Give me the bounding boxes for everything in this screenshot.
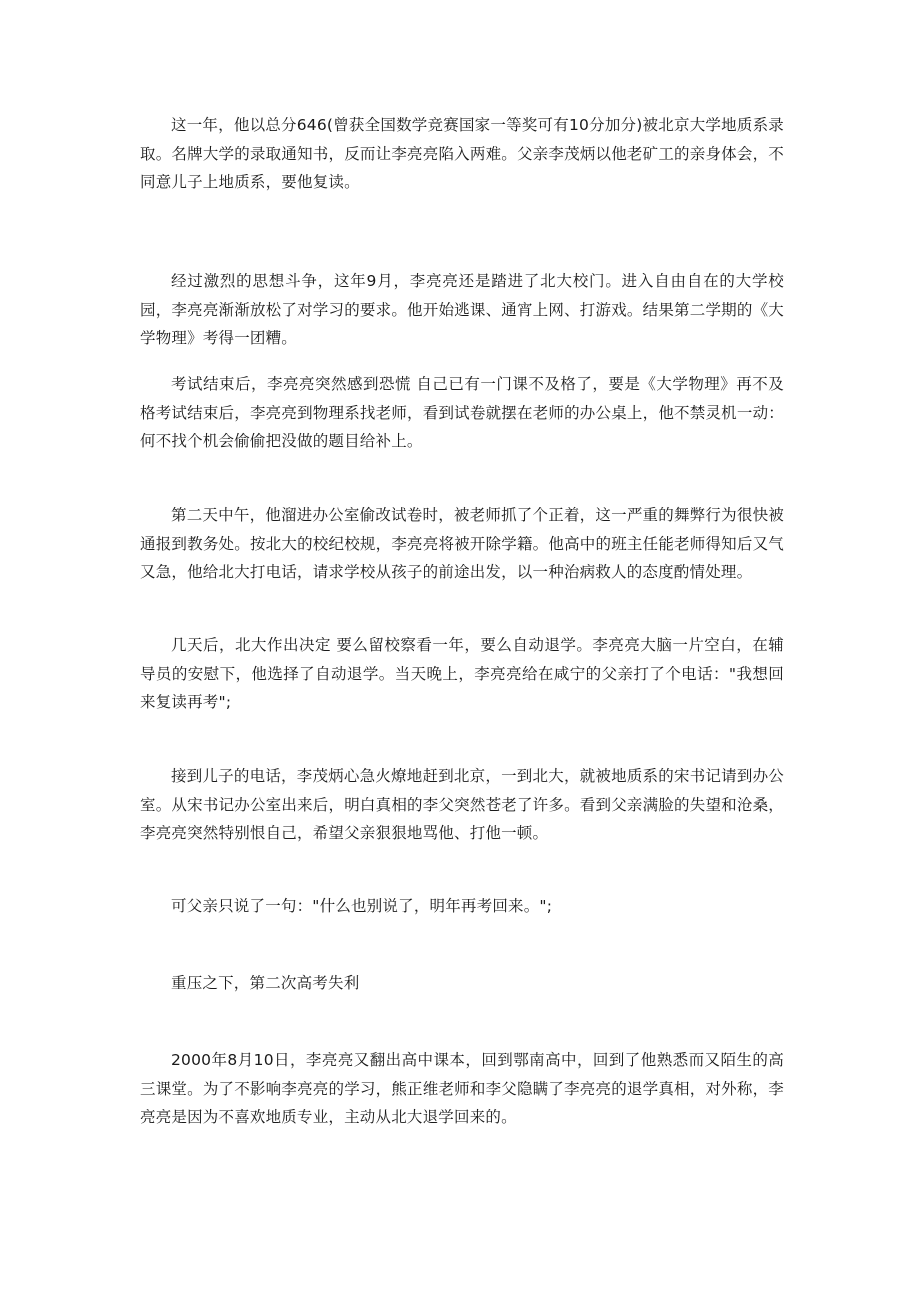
section-heading: 重压之下，第二次高考失利 [171,974,360,992]
paragraph-exam-panic: 考试结束后，李亮亮突然感到恐慌 自己已有一门课不及格了，要是《大学物理》再不及格考试结束后，李亮亮到物理系找老师，看到试卷就摆在老师的办公桌上，他不禁灵机一动：何不找个机会偷偷把没做的题目给补上。 [140,375,784,450]
paragraph-father-words: 可父亲只说了一句："什么也别说了，明年再考回来。"; [171,897,553,915]
paragraph-father-arrives: 接到儿子的电话，李茂炳心急火燎地赶到北京，一到北大，就被地质系的宋书记请到办公室。从宋书记办公室出来后，明白真相的李父突然苍老了许多。看到父亲满脸的失望和沧桑，李亮亮突然特别恨自己，希望父亲狠狠地骂他、打他一顿。 [140,767,784,842]
paragraph-caught-cheating: 第二天中午，他溜进办公室偷改试卷时，被老师抓了个正着，这一严重的舞弊行为很快被通报到教务处。按北大的校纪校规，李亮亮将被开除学籍。他高中的班主任能老师得知后又气又急，他给北大打电话，请求学校从孩子的前途出发，以一种治病救人的态度酌情处理。 [140,506,784,581]
paragraph-entering-pku: 经过激烈的思想斗争，这年9月，李亮亮还是踏进了北大校门。进入自由自在的大学校园，李亮亮渐渐放松了对学习的要求。他开始逃课、通宵上网、打游戏。结果第二学期的《大学物理》考得一团糟。 [140,272,784,347]
paragraph-return-to-school: 2000年8月10日，李亮亮又翻出高中课本，回到鄂南高中，回到了他熟悉而又陌生的高三课堂。为了不影响李亮亮的学习，熊正维老师和李父隐瞒了李亮亮的退学真相，对外称，李亮亮是因为不喜欢地质专业，主动从北大退学回来的。 [140,1051,784,1126]
paragraph-admission: 这一年，他以总分646(曾获全国数学竞赛国家一等奖可有10分加分)被北京大学地质系录取。名牌大学的录取通知书，反而让李亮亮陷入两难。父亲李茂炳以他老矿工的亲身体会，不同意儿子上地质系，要他复读。 [140,116,784,191]
paragraph-withdrawal-decision: 几天后，北大作出决定 要么留校察看一年，要么自动退学。李亮亮大脑一片空白，在辅导员的安慰下，他选择了自动退学。当天晚上，李亮亮给在咸宁的父亲打了个电话："我想回来复读再考"; [140,636,784,711]
